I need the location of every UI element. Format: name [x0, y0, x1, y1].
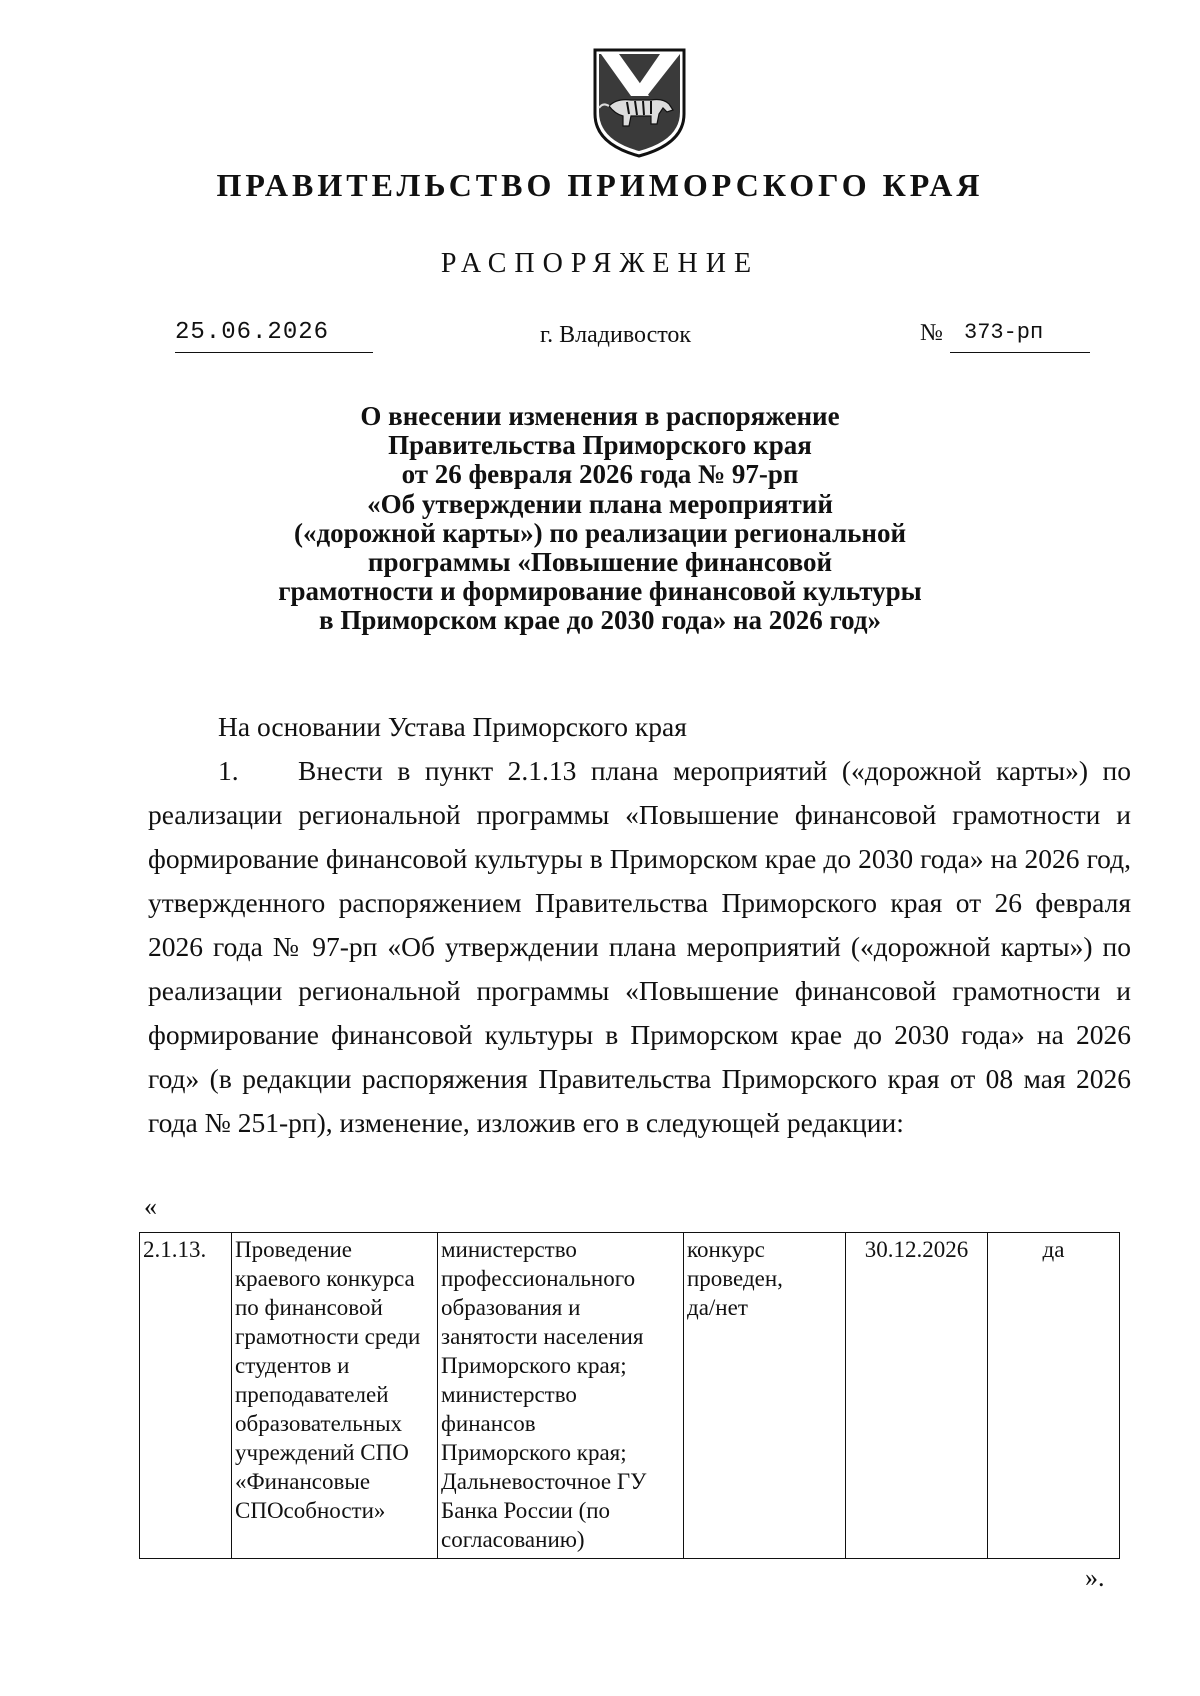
document-body	[148, 705, 1131, 1145]
amendment-table	[139, 1232, 1120, 1559]
number-label: №	[920, 320, 943, 346]
cell-value: да	[988, 1233, 1120, 1559]
item-number: 1.	[218, 755, 239, 786]
document-number: 373-рп	[964, 320, 1044, 345]
table-row	[140, 1233, 1120, 1559]
heading-line: («дорожной карты») по реализации региональной	[294, 517, 906, 548]
heading-line: грамотности и формирование финансовой культуры	[278, 576, 922, 607]
opening-quote: «	[144, 1192, 157, 1221]
heading-line: Правительства Приморского края	[388, 430, 812, 461]
number-field	[950, 318, 1090, 353]
cell-item-number: 2.1.13.	[140, 1233, 232, 1559]
item-1	[148, 749, 1131, 1145]
date-field	[175, 318, 373, 353]
heading-line: «Об утверждении плана мероприятий	[367, 488, 833, 519]
legal-basis: На основании Устава Приморского края	[218, 711, 687, 742]
cell-deadline: 30.12.2026	[846, 1233, 988, 1559]
document-heading	[0, 402, 1200, 636]
closing-quote: ».	[1085, 1563, 1105, 1592]
cell-event: Проведение краевого конкурса по финансовой грамотности среди студентов и преподавателей образовательных учреждений СПО «Финансовые СПОсобности»	[232, 1233, 438, 1559]
heading-line: в Приморском крае до 2030 года» на 2026 год»	[319, 605, 881, 636]
document-date: 25.06.2026	[175, 319, 330, 346]
city: г. Владивосток	[540, 322, 692, 348]
heading-line: от 26 февраля 2026 года № 97-рп	[401, 459, 799, 490]
heading-line: программы «Повышение финансовой	[367, 547, 833, 578]
cell-responsible: министерство профессионального образования и занятости населения Приморского края; министерство финансов Приморского края; Дальневосточное ГУ Банка России (по согласованию)	[438, 1233, 684, 1559]
organization-title: ПРАВИТЕЛЬСТВО ПРИМОРСКОГО КРАЯ	[216, 167, 984, 203]
item-text: Внести в пункт 2.1.13 плана мероприятий («дорожной карты») по реализации региональной программы «Повышение финансовой грамотности и формирование финансовой культуры в Приморском крае до 2030 года» на 2026 год, утвержденного распоряжением Правительства Приморского края от 26 февраля 2026 года № 97-рп «Об утверждении плана мероприятий («дорожной карты») по реализации региональной программы «Повышение финансовой грамотности и формирование финансовой культуры в Приморском крае до 2030 года» на 2026 год» (в редакции распоряжения Правительства Приморского края от 08 мая 2026 года № 251-рп), изменение, изложив его в следующей редакции:	[148, 755, 1131, 1138]
coat-of-arms-emblem	[587, 44, 692, 160]
heading-line: О внесении изменения в распоряжение	[360, 401, 840, 431]
cell-indicator: конкурс проведен, да/нет	[684, 1233, 846, 1559]
document-type: РАСПОРЯЖЕНИЕ	[440, 248, 760, 279]
